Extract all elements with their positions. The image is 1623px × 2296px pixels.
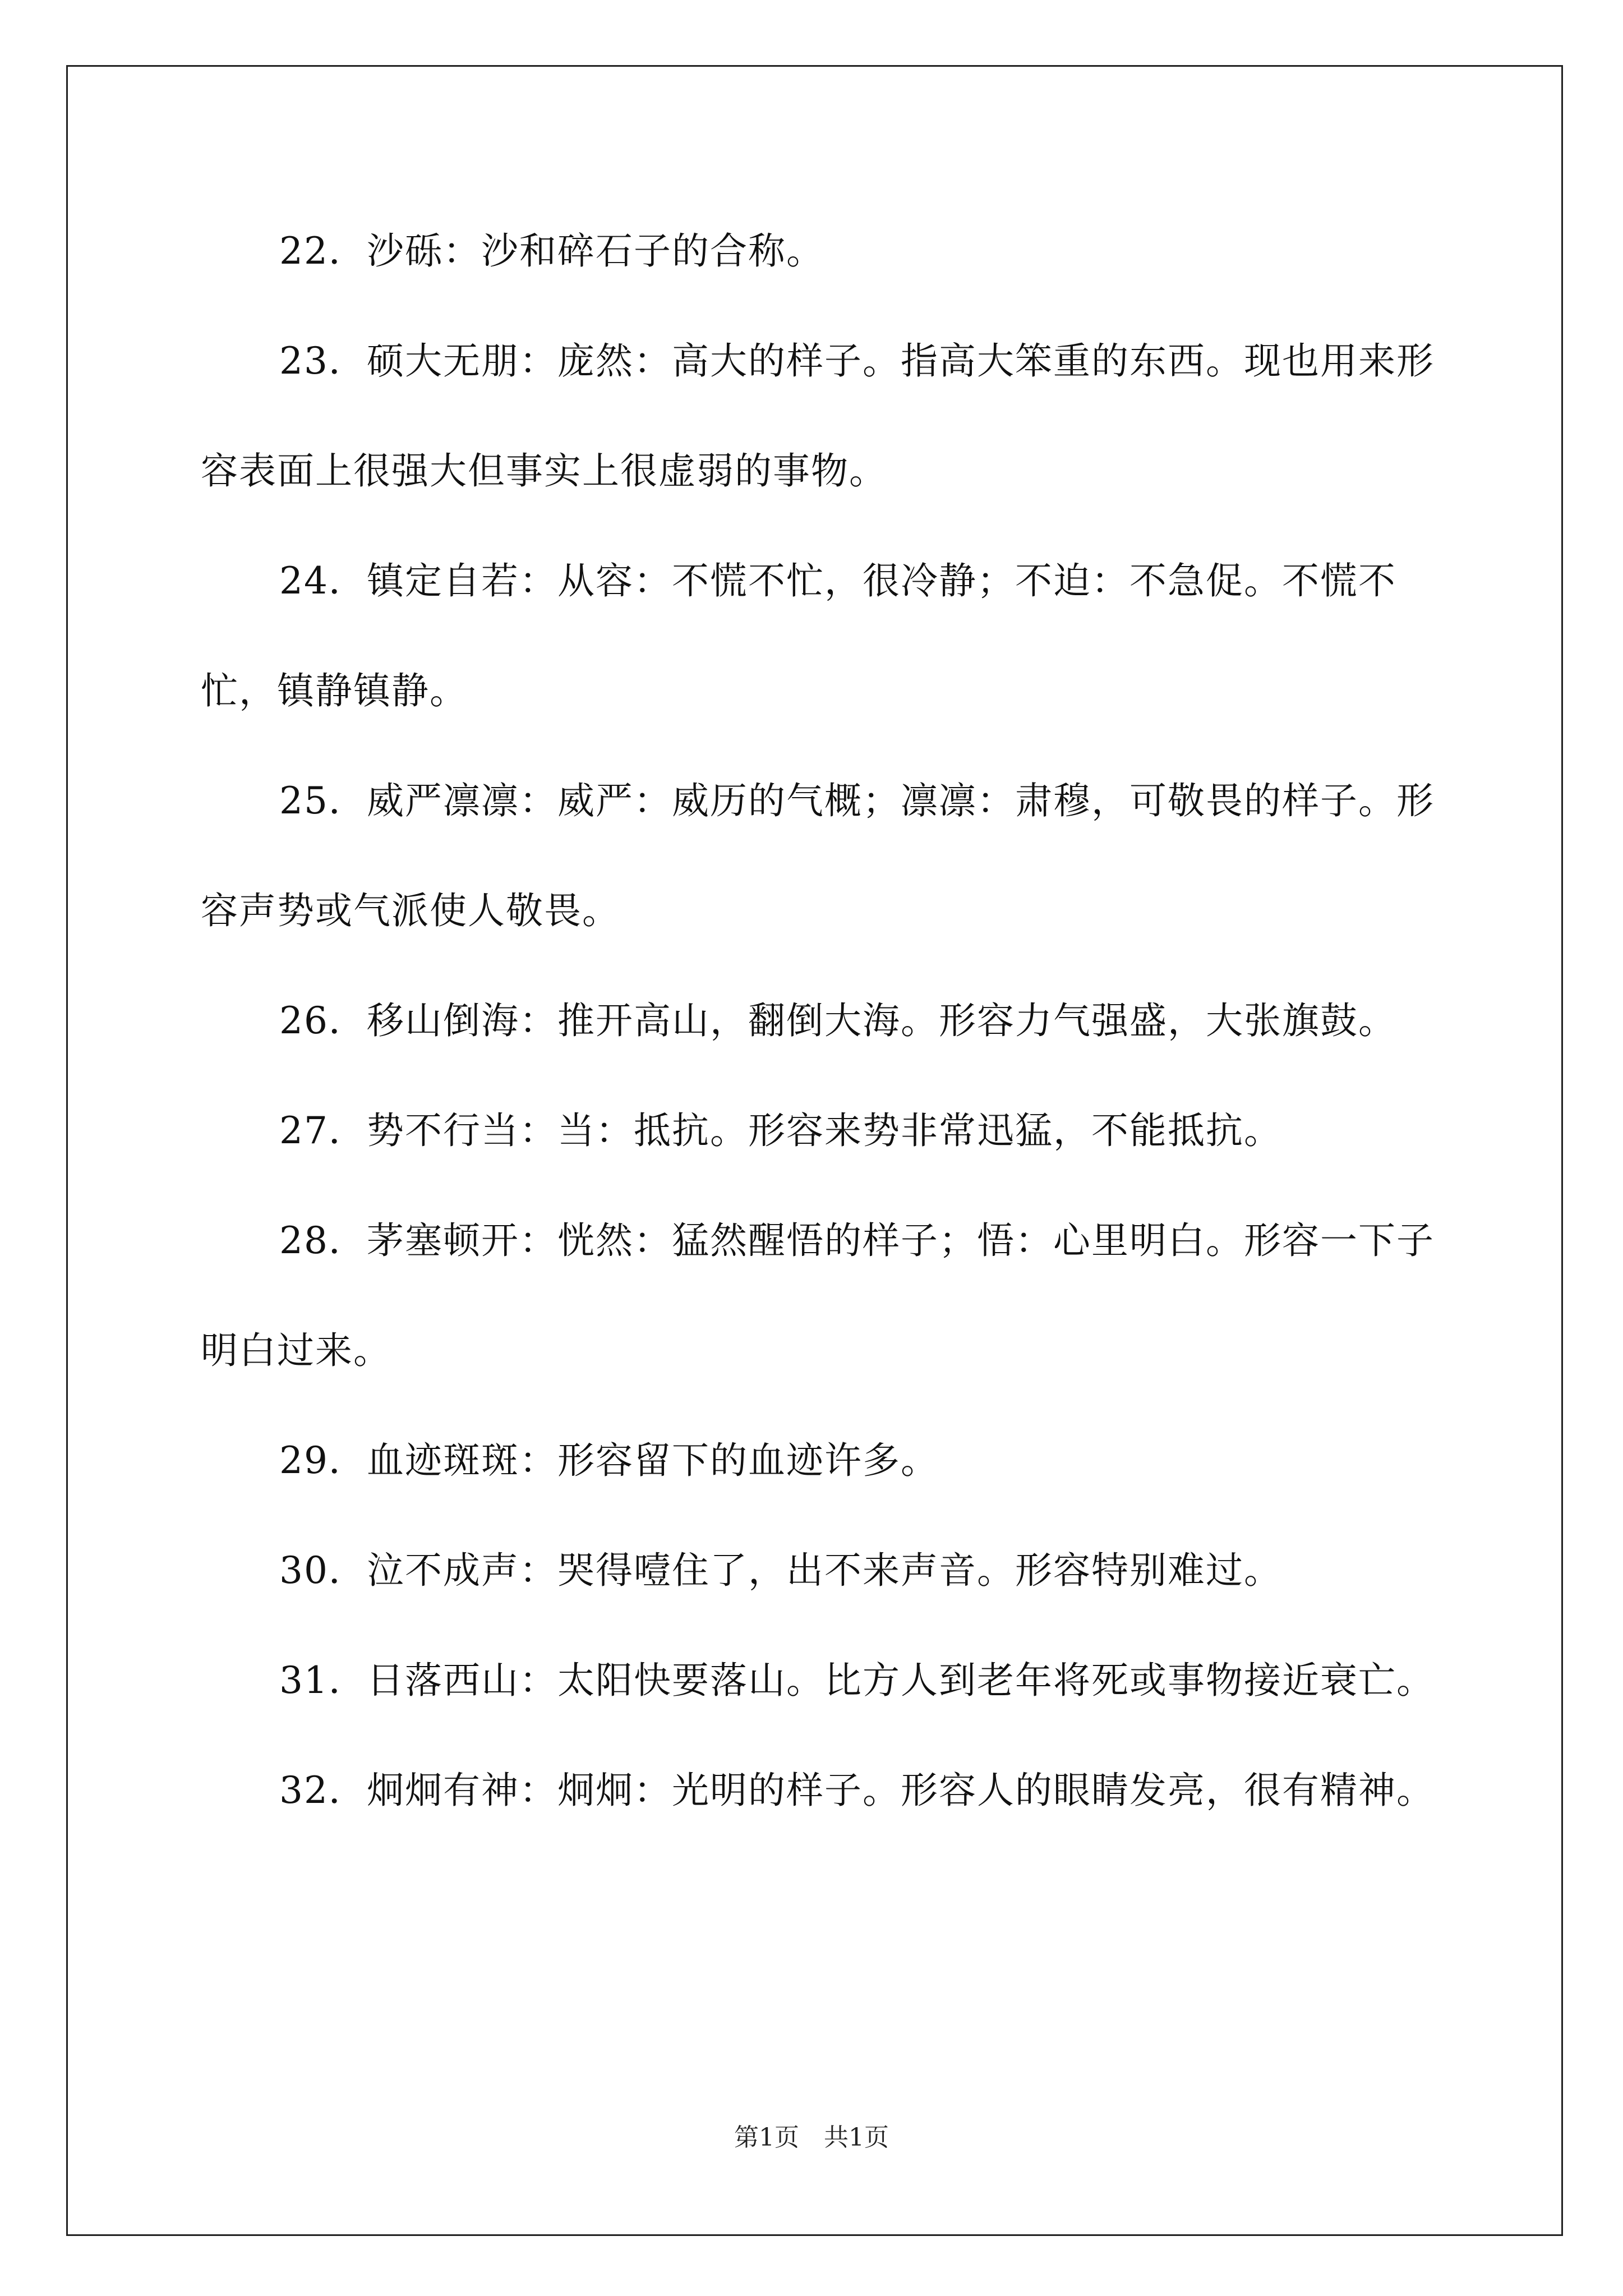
entry-24: 24．镇定自若：从容：不慌不忙，很冷静；不迫：不急促。不慌不忙，镇静镇静。 — [201, 559, 1396, 712]
page-footer: 第1页 共1页 — [734, 2123, 889, 2152]
entry-31: 31．日落西山：太阳快要落山。比方人到老年将死或事物接近衰亡。 — [279, 1659, 1435, 1702]
entry-27: 27．势不行当：当：抵抗。形容来势非常迅猛，不能抵抗。 — [279, 1109, 1282, 1152]
entry-22: 22．沙砾：沙和碎石子的合称。 — [279, 229, 824, 273]
entry-30: 30．泣不成声：哭得噎住了，出不来声音。形容特别难过。 — [279, 1549, 1282, 1592]
entry-26: 26．移山倒海：推开高山，翻倒大海。形容力气强盛，大张旗鼓。 — [279, 999, 1396, 1042]
document-body — [201, 196, 1435, 1846]
entry-32: 32．炯炯有神：炯炯：光明的样子。形容人的眼睛发亮，很有精神。 — [279, 1769, 1435, 1812]
entry-29: 29．血迹斑斑：形容留下的血迹许多。 — [279, 1439, 939, 1482]
entry-25: 25．威严凛凛：威严：威历的气概；凛凛：肃穆，可敬畏的样子。形容声势或气派使人敬畏。 — [201, 779, 1435, 932]
entry-28: 28．茅塞顿开：恍然：猛然醒悟的样子；悟：心里明白。形容一下子明白过来。 — [201, 1219, 1435, 1372]
entry-23: 23．硕大无朋：庞然：高大的样子。指高大笨重的东西。现也用来形容表面上很强大但事实上很虚弱的事物。 — [201, 339, 1435, 493]
